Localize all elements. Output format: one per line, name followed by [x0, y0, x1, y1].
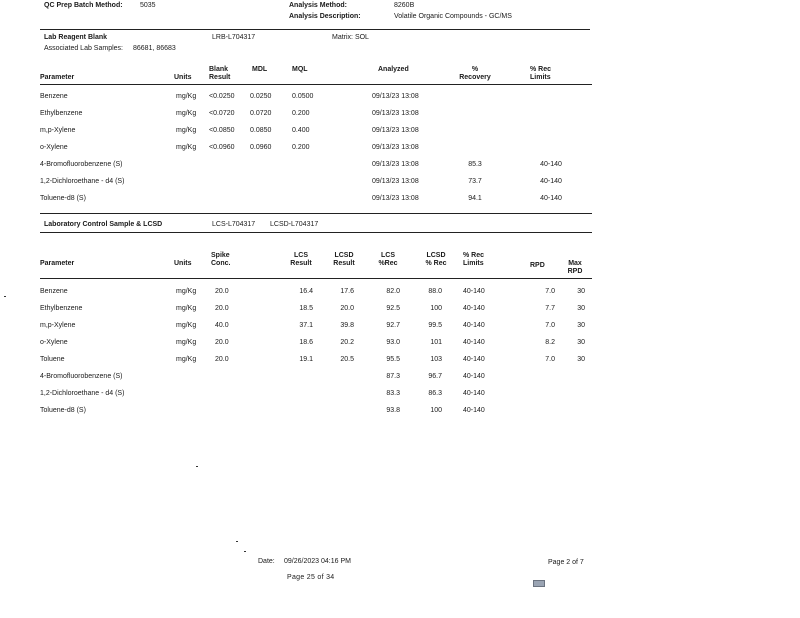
cell-lcsd-rec: 86.3 — [428, 390, 442, 397]
cell-analyzed: 09/13/23 13:08 — [372, 161, 419, 168]
cell-rec-limits: 40-140 — [463, 390, 485, 397]
lcs-col-limits-2: Limits — [463, 260, 484, 267]
cell-rpd: 7.0 — [545, 288, 555, 295]
cell-max-rpd: 30 — [577, 339, 585, 346]
lcs-col-rec-2: %Rec — [378, 260, 398, 267]
cell-parameter: 4-Bromofluorobenzene (S) — [40, 161, 123, 168]
lcs-col-result-1: LCS — [294, 252, 308, 259]
cell-max-rpd: 30 — [577, 305, 585, 312]
cell-lcsd-rec: 96.7 — [428, 373, 442, 380]
lcs-col-spike-2: Conc. — [211, 260, 231, 267]
footer-page-of: Page 2 of 7 — [548, 559, 584, 566]
cell-parameter: o-Xylene — [40, 339, 68, 346]
lcs-col-rpd: RPD — [530, 262, 545, 269]
cell-lcs-rec: 93.8 — [386, 407, 400, 414]
assoc-samples-value: 86681, 86683 — [133, 45, 176, 52]
cell-lcsd-rec: 101 — [430, 339, 442, 346]
lcsd-id: LCSD-L704317 — [270, 221, 319, 228]
cell-rpd: 7.0 — [545, 356, 555, 363]
blank-col-limits-1: % Rec — [530, 66, 552, 73]
cell-mdl: 0.0850 — [250, 127, 272, 134]
cell-parameter: 4-Bromofluorobenzene (S) — [40, 373, 123, 380]
cell-units: mg/Kg — [176, 288, 197, 295]
cell-rec-limits: 40-140 — [463, 288, 485, 295]
cell-lcsd-result: 20.2 — [340, 339, 354, 346]
blank-col-units: Units — [174, 74, 192, 81]
cell-units: mg/Kg — [176, 322, 197, 329]
cell-blank-result: <0.0250 — [209, 93, 235, 100]
cell-lcs-result: 18.6 — [299, 339, 313, 346]
assoc-samples-label: Associated Lab Samples: — [44, 45, 123, 52]
cell-lcs-result: 19.1 — [299, 356, 313, 363]
cell-parameter: m,p-Xylene — [40, 127, 76, 134]
blank-col-recovery-1: % — [471, 66, 479, 73]
lcs-col-result-2: Result — [290, 260, 312, 267]
cell-lcs-rec: 93.0 — [386, 339, 400, 346]
scan-mark — [236, 541, 238, 542]
cell-lcs-result: 16.4 — [299, 288, 313, 295]
cell-rpd: 7.7 — [545, 305, 555, 312]
lcs-col-units: Units — [174, 260, 192, 267]
cell-lcsd-result: 20.0 — [340, 305, 354, 312]
cell-max-rpd: 30 — [577, 288, 585, 295]
cell-units: mg/Kg — [176, 356, 197, 363]
cell-rec-limits: 40-140 — [463, 305, 485, 312]
cell-analyzed: 09/13/23 13:08 — [372, 127, 419, 134]
cell-recovery: 85.3 — [468, 161, 482, 168]
cell-rec-limits: 40-140 — [463, 322, 485, 329]
cell-units: mg/Kg — [176, 110, 197, 117]
lcs-id: LCS-L704317 — [212, 221, 256, 228]
lcs-col-rec-1: LCS — [381, 252, 395, 259]
cell-blank-result: <0.0850 — [209, 127, 235, 134]
cell-parameter: Ethylbenzene — [40, 305, 83, 312]
cell-spike: 20.0 — [215, 305, 229, 312]
qc-prep-label: QC Prep Batch Method: — [44, 2, 123, 9]
cell-parameter: Ethylbenzene — [40, 110, 83, 117]
cell-analyzed: 09/13/23 13:08 — [372, 178, 419, 185]
cell-rec-limits: 40-140 — [463, 339, 485, 346]
analysis-method-value: 8260B — [394, 2, 415, 9]
cell-analyzed: 09/13/23 13:08 — [372, 144, 419, 151]
cell-rec-limits: 40-140 — [540, 178, 562, 185]
cell-lcsd-rec: 88.0 — [428, 288, 442, 295]
cell-rec-limits: 40-140 — [463, 373, 485, 380]
blank-col-limits-2: Limits — [530, 74, 551, 81]
cell-analyzed: 09/13/23 13:08 — [372, 93, 419, 100]
cell-lcsd-result: 39.8 — [340, 322, 354, 329]
cell-units: mg/Kg — [176, 305, 197, 312]
cell-lcsd-result: 17.6 — [340, 288, 354, 295]
cell-max-rpd: 30 — [577, 356, 585, 363]
lcs-col-maxrpd-2: RPD — [567, 268, 583, 275]
cell-lcsd-rec: 103 — [430, 356, 442, 363]
cell-units: mg/Kg — [176, 93, 197, 100]
blank-section-divider — [40, 213, 592, 214]
cell-units: mg/Kg — [176, 339, 197, 346]
cell-lcs-result: 18.5 — [299, 305, 313, 312]
cell-analyzed: 09/13/23 13:08 — [372, 195, 419, 202]
cell-mql: 0.400 — [292, 127, 310, 134]
blank-header-divider — [40, 84, 592, 85]
cell-parameter: Toluene-d8 (S) — [40, 195, 86, 202]
cell-rec-limits: 40-140 — [540, 161, 562, 168]
qc-prep-value: 5035 — [140, 2, 156, 9]
cell-lcsd-result: 20.5 — [340, 356, 354, 363]
blank-title: Lab Reagent Blank — [44, 34, 108, 41]
cell-rpd: 7.0 — [545, 322, 555, 329]
cell-spike: 40.0 — [215, 322, 229, 329]
cell-mdl: 0.0960 — [250, 144, 272, 151]
footer-date-value: 09/26/2023 04:16 PM — [284, 558, 351, 565]
blank-col-mdl: MDL — [252, 66, 268, 73]
scan-mark — [4, 296, 6, 297]
cell-units: mg/Kg — [176, 144, 197, 151]
cell-mdl: 0.0250 — [250, 93, 272, 100]
cell-lcs-rec: 87.3 — [386, 373, 400, 380]
cell-lcs-rec: 95.5 — [386, 356, 400, 363]
cell-lcs-rec: 82.0 — [386, 288, 400, 295]
lcs-col-parameter: Parameter — [40, 260, 75, 267]
cell-parameter: Benzene — [40, 288, 68, 295]
blank-col-analyzed: Analyzed — [378, 66, 409, 73]
cell-parameter: Benzene — [40, 93, 68, 100]
analysis-desc-value: Volatile Organic Compounds - GC/MS — [394, 13, 512, 20]
cell-mql: 0.200 — [292, 110, 310, 117]
cell-lcsd-rec: 100 — [430, 305, 442, 312]
analysis-method-label: Analysis Method: — [289, 2, 347, 9]
cell-lcs-rec: 92.7 — [386, 322, 400, 329]
header-divider — [40, 29, 590, 30]
cell-rec-limits: 40-140 — [463, 356, 485, 363]
lcs-col-limits-1: % Rec — [463, 252, 485, 259]
cell-parameter: o-Xylene — [40, 144, 68, 151]
lcs-title-divider — [40, 232, 592, 233]
blank-col-result-1: Blank — [209, 66, 229, 73]
footer-date-label: Date: — [258, 558, 275, 565]
lcsd-col-rec-1: LCSD — [426, 252, 446, 259]
cell-lcs-rec: 92.5 — [386, 305, 400, 312]
lcs-col-spike-1: Spike — [211, 252, 230, 259]
lcsd-col-result-2: Result — [333, 260, 355, 267]
cell-rpd: 8.2 — [545, 339, 555, 346]
cell-recovery: 94.1 — [468, 195, 482, 202]
cell-spike: 20.0 — [215, 288, 229, 295]
blank-col-parameter: Parameter — [40, 74, 75, 81]
cell-parameter: 1,2-Dichloroethane - d4 (S) — [40, 178, 125, 185]
cell-lcsd-rec: 100 — [430, 407, 442, 414]
cell-mdl: 0.0720 — [250, 110, 272, 117]
blank-col-recovery-2: Recovery — [459, 74, 491, 81]
cell-max-rpd: 30 — [577, 322, 585, 329]
lcsd-col-result-1: LCSD — [334, 252, 354, 259]
cell-blank-result: <0.0720 — [209, 110, 235, 117]
cell-rec-limits: 40-140 — [463, 407, 485, 414]
scan-mark — [244, 551, 246, 552]
cell-lcs-rec: 83.3 — [386, 390, 400, 397]
footer-page-count: Page 25 of 34 — [287, 574, 335, 581]
cell-lcs-result: 37.1 — [299, 322, 313, 329]
cell-parameter: m,p-Xylene — [40, 322, 76, 329]
blank-col-result-2: Result — [209, 74, 231, 81]
lcsd-col-rec-2: % Rec — [425, 260, 447, 267]
scan-mark — [196, 466, 198, 467]
cell-blank-result: <0.0960 — [209, 144, 235, 151]
cell-units: mg/Kg — [176, 127, 197, 134]
cell-spike: 20.0 — [215, 356, 229, 363]
cell-parameter: Toluene-d8 (S) — [40, 407, 86, 414]
cell-mql: 0.0500 — [292, 93, 314, 100]
cell-mql: 0.200 — [292, 144, 310, 151]
cell-parameter: Toluene — [40, 356, 65, 363]
cell-rec-limits: 40-140 — [540, 195, 562, 202]
lcs-col-maxrpd-1: Max — [568, 260, 582, 267]
lcs-header-divider — [40, 278, 592, 279]
cell-analyzed: 09/13/23 13:08 — [372, 110, 419, 117]
cell-parameter: 1,2-Dichloroethane - d4 (S) — [40, 390, 125, 397]
blank-col-mql: MQL — [292, 66, 308, 73]
cell-lcsd-rec: 99.5 — [428, 322, 442, 329]
cell-recovery: 73.7 — [468, 178, 482, 185]
blank-matrix: Matrix: SOL — [332, 34, 369, 41]
cell-spike: 20.0 — [215, 339, 229, 346]
lcs-title: Laboratory Control Sample & LCSD — [44, 221, 163, 228]
analysis-desc-label: Analysis Description: — [289, 13, 361, 20]
stamp-icon — [533, 580, 545, 587]
blank-id: LRB-L704317 — [212, 34, 256, 41]
